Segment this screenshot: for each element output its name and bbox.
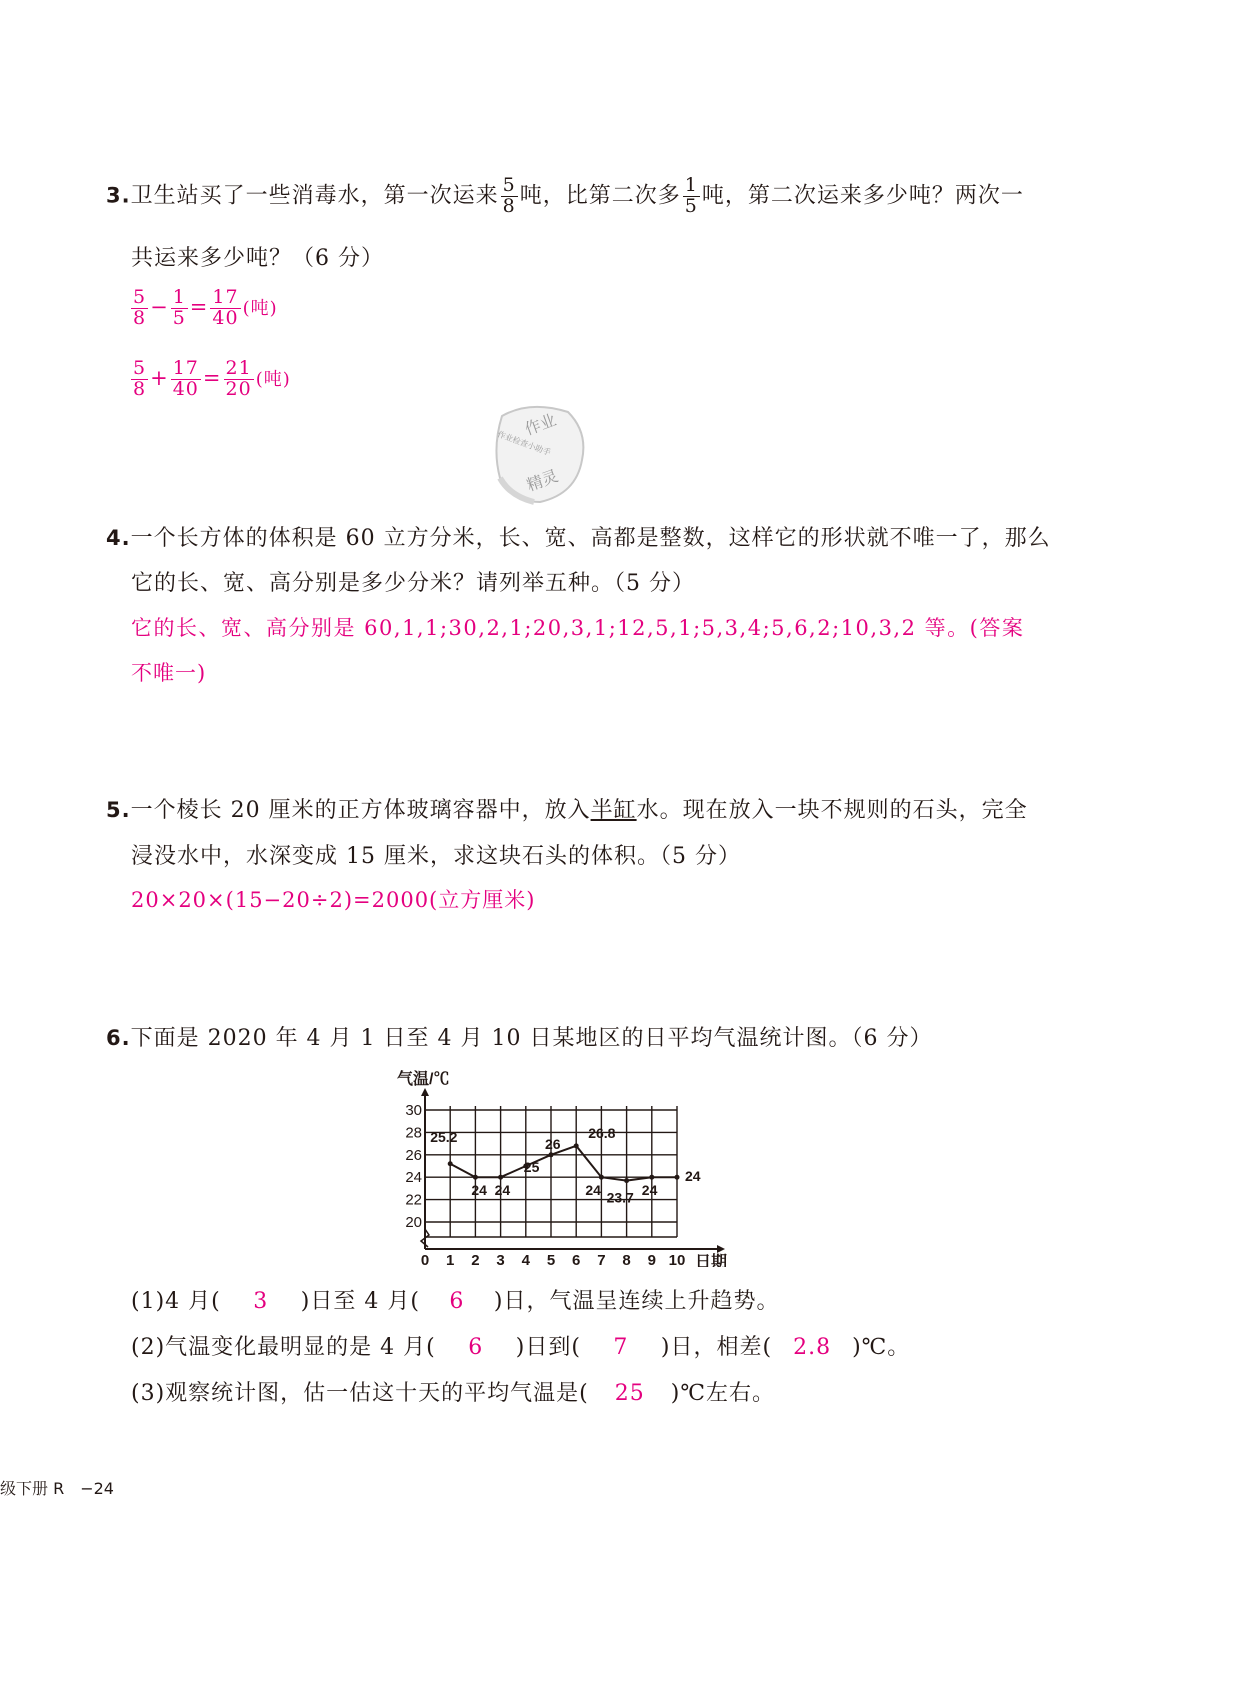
x-tick-label: 2 (471, 1252, 480, 1267)
page-number: −24 (80, 1479, 114, 1498)
y-tick-label: 26 (405, 1146, 422, 1164)
x-tick-label: 9 (647, 1252, 656, 1267)
q3-answer-1: $\frac{5}{8}$ − $\frac{1}{5}$ = $\frac{17}{40}$ (吨) (133, 286, 278, 329)
q3-fraction-1: $\frac{5}{8}$ (502, 174, 516, 217)
q6-sub1-blank-1: 3 (253, 1289, 269, 1314)
x-tick-label: 3 (496, 1252, 505, 1267)
data-point (574, 1143, 579, 1148)
temperature-line-chart (385, 1062, 745, 1267)
data-label: 26 (545, 1135, 561, 1152)
q5-answer: 20×20×(15−20÷2)=2000(立方厘米) (131, 888, 536, 912)
data-label: 25.2 (430, 1128, 458, 1145)
q4-number: 4. (106, 526, 131, 550)
x-axis-label: 日期 (695, 1254, 728, 1267)
q6-sub1: (1)4 月( 3 )日至 4 月( 6 )日，气温呈连续上升趋势。 (131, 1289, 780, 1314)
q6-sub3-blank-1: 25 (614, 1381, 645, 1406)
data-label: 24 (494, 1182, 511, 1199)
stamp-text-1: 作业 (522, 410, 559, 439)
x-tick-label: 1 (446, 1252, 455, 1267)
data-label: 24 (471, 1182, 487, 1199)
watermark-stamp (490, 398, 590, 508)
q3-text-b: 吨，比第二次多 (519, 183, 681, 209)
series-line (450, 1146, 677, 1181)
page-footer (0, 1476, 114, 1499)
q3-number: 3. (106, 183, 131, 208)
q3-answer-2: $\frac{5}{8}$ + $\frac{17}{40}$ = $\frac{21}{20}$ (吨) (133, 357, 291, 400)
q5-line1: 5.一个棱长 20 厘米的正方体玻璃容器中，放入半缸水。现在放入一块不规则的石头，完全 (106, 798, 1028, 823)
x-tick-label: 8 (622, 1252, 631, 1267)
data-point (549, 1152, 554, 1157)
q6-sub2-blank-3: 2.8 (793, 1335, 832, 1360)
y-tick-label: 24 (405, 1169, 422, 1187)
x-tick-label: 5 (546, 1252, 556, 1267)
data-point (599, 1175, 604, 1180)
x-tick-label: 0 (420, 1252, 430, 1267)
data-point (498, 1175, 503, 1180)
y-tick-label: 28 (405, 1124, 422, 1142)
x-axis-arrow (717, 1245, 725, 1253)
x-tick-label: 6 (572, 1252, 581, 1267)
q4-line1 (106, 521, 1051, 552)
y-axis-arrow (421, 1088, 429, 1096)
data-label: 24 (585, 1182, 601, 1199)
data-label: 25 (523, 1159, 540, 1175)
data-point (649, 1175, 654, 1180)
q6-sub2-blank-1: 6 (468, 1335, 484, 1360)
q3-text-c: 吨，第二次运来多少吨？两次一 (701, 183, 1024, 209)
q4-line2: 它的长、宽、高分别是多少分米？请列举五种。（5 分） (131, 571, 695, 596)
y-tick-label: 30 (405, 1102, 422, 1119)
q3-line1 (106, 176, 1024, 217)
q6-sub3: (3)观察统计图，估一估这十天的平均气温是( 25 )℃左右。 (131, 1381, 775, 1406)
x-tick-label: 7 (597, 1252, 606, 1267)
q5-underlined-text: 半缸 (590, 798, 637, 823)
data-point (473, 1175, 478, 1180)
data-point (675, 1175, 680, 1180)
q4-answer-2: 不唯一) (131, 661, 207, 685)
q6-sub2: (2)气温变化最明显的是 4 月( 6 )日到( 7 )日，相差( 2.8 )℃。 (131, 1335, 911, 1360)
chart-svg (385, 1062, 745, 1267)
data-point (624, 1178, 629, 1183)
q4-text-1: 一个长方体的体积是 60 立方分米，长、宽、高都是整数，这样它的形状就不唯一了，那么 (130, 526, 1051, 551)
q3-text-a: 卫生站买了一些消毒水，第一次运来 (130, 183, 499, 209)
y-axis-label: 气温/℃ (397, 1071, 450, 1088)
q3-fraction-2: $\frac{1}{5}$ (684, 174, 698, 217)
data-label: 23.7 (606, 1189, 634, 1206)
x-tick-label: 10 (668, 1252, 686, 1267)
data-label: 24 (641, 1182, 658, 1199)
data-label: 26.8 (588, 1124, 616, 1141)
q4-answer-1: 它的长、宽、高分别是 60,1,1;30,2,1;20,3,1;12,5,1;5,3,4;5,6,2;10,3,2 等。(答案 (131, 616, 1025, 640)
q3-line2: 共运来多少吨？（6 分） (131, 246, 384, 271)
q6-line1: 6.下面是 2020 年 4 月 1 日至 4 月 10 日某地区的日平均气温统计图。（6 分） (106, 1026, 933, 1051)
stamp-text-2: 作业检查小助手 (496, 429, 552, 458)
data-point (448, 1161, 453, 1166)
data-label: 24 (685, 1168, 701, 1185)
footer-text: 级下册 R (0, 1479, 65, 1498)
q6-sub2-blank-2: 7 (613, 1335, 629, 1360)
stamp-text-3: 精灵 (524, 466, 561, 495)
q6-sub1-blank-2: 6 (449, 1289, 465, 1314)
q5-number: 5. (106, 798, 131, 822)
q5-line2: 浸没水中，水深变成 15 厘米，求这块石头的体积。（5 分） (131, 844, 741, 869)
y-tick-label: 22 (405, 1191, 422, 1209)
y-tick-label: 20 (405, 1214, 422, 1231)
q6-number: 6. (106, 1026, 131, 1050)
x-tick-label: 4 (521, 1252, 530, 1267)
